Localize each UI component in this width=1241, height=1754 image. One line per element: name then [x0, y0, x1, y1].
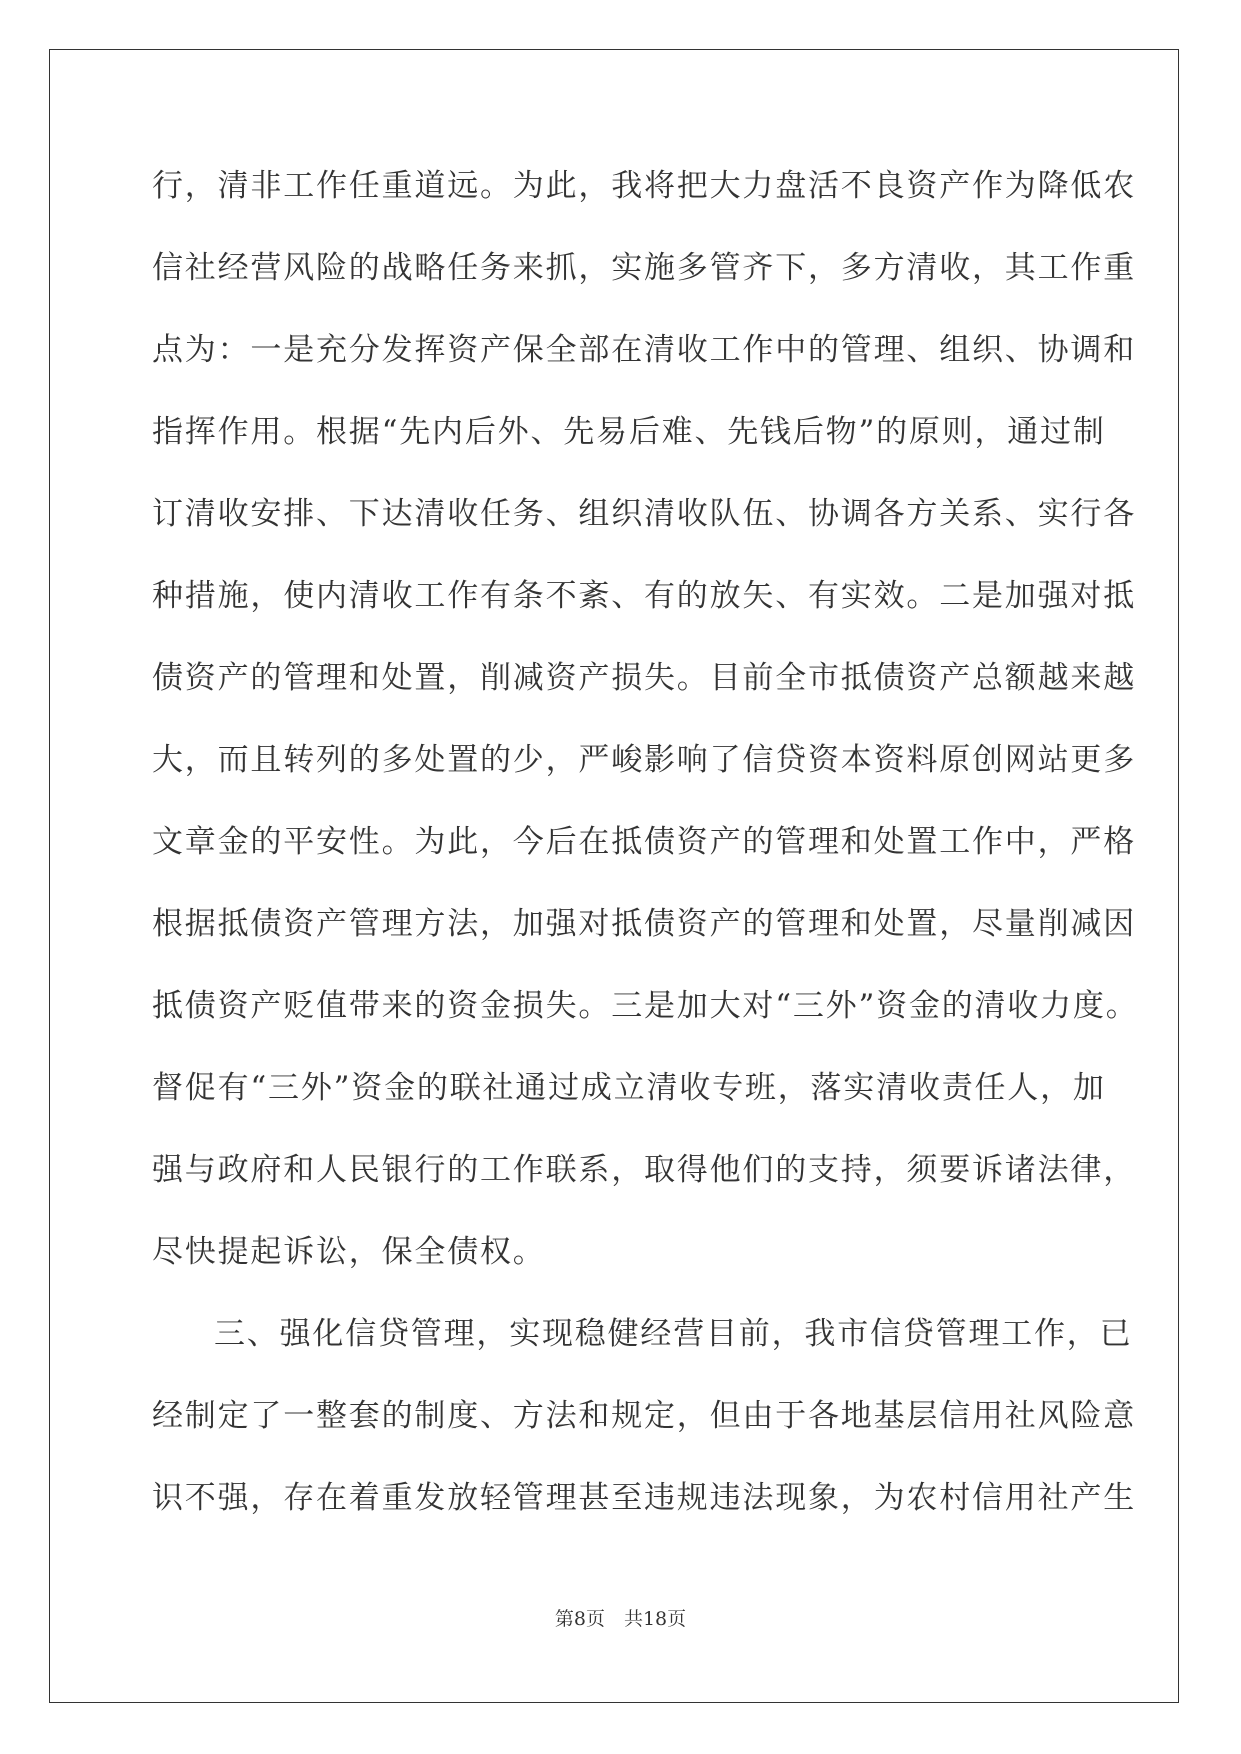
- text-line: 经制定了一整套的制度、方法和规定，但由于各地基层信用社风险意: [152, 1398, 1136, 1434]
- text-line: 尽快提起诉讼，保全债权。: [152, 1234, 546, 1270]
- text-line: 根据抵债资产管理方法，加强对抵债资产的管理和处置，尽量削减因: [152, 906, 1136, 942]
- text-line: 行，清非工作任重道远。为此，我将把大力盘活不良资产作为降低农: [152, 168, 1136, 204]
- text-line: 信社经营风险的战略任务来抓，实施多管齐下，多方清收，其工作重: [152, 250, 1136, 286]
- text-line: 种措施，使内清收工作有条不紊、有的放矢、有实效。二是加强对抵: [152, 578, 1136, 614]
- text-line: 订清收安排、下达清收任务、组织清收队伍、协调各方关系、实行各: [152, 496, 1136, 532]
- text-line: 指挥作用。根据“先内后外、先易后难、先钱后物”的原则，通过制: [152, 414, 1106, 450]
- text-line: 抵债资产贬值带来的资金损失。三是加大对“三外”资金的清收力度。: [152, 988, 1139, 1024]
- text-line: 督促有“三外”资金的联社通过成立清收专班，落实清收责任人，加: [152, 1070, 1106, 1106]
- text-line: 识不强，存在着重发放轻管理甚至违规违法现象，为农村信用社产生: [152, 1480, 1136, 1516]
- text-line: 债资产的管理和处置，削减资产损失。目前全市抵债资产总额越来越: [152, 660, 1136, 696]
- text-line: 点为：一是充分发挥资产保全部在清收工作中的管理、组织、协调和: [152, 332, 1136, 368]
- paragraph-start-line: 三、强化信贷管理，实现稳健经营目前，我市信贷管理工作，已: [214, 1316, 1133, 1352]
- page-number-footer: 第8页 共18页: [554, 1608, 687, 1630]
- text-line: 强与政府和人民银行的工作联系，取得他们的支持，须要诉诸法律，: [152, 1152, 1136, 1188]
- text-line: 文章金的平安性。为此，今后在抵债资产的管理和处置工作中，严格: [152, 824, 1136, 860]
- text-line: 大，而且转列的多处置的少，严峻影响了信贷资本资料原创网站更多: [152, 742, 1136, 778]
- document-body: [152, 158, 1139, 1552]
